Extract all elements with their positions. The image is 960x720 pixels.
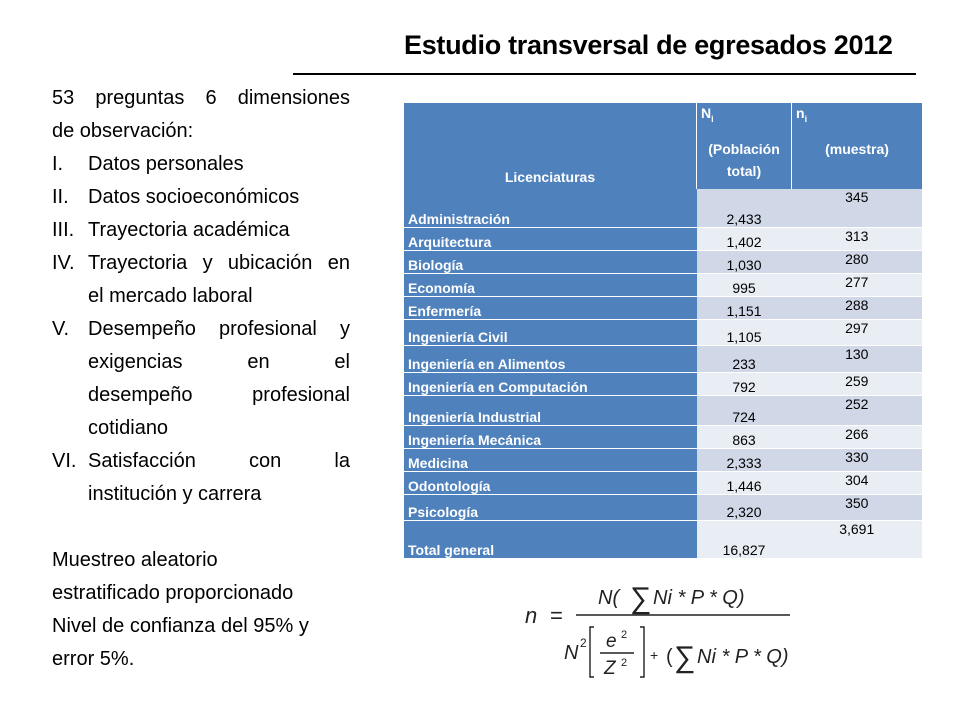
row-licenciatura: Medicina <box>404 448 697 471</box>
intro-line-1: 53 preguntas 6 dimensiones <box>52 87 350 109</box>
dimension-text-line: exigencias en el <box>88 351 350 373</box>
dimension-text <box>88 445 350 511</box>
row-population: 995 <box>697 273 792 296</box>
row-sample: 304 <box>792 471 923 494</box>
formula-brackets <box>590 627 644 677</box>
formula-z-exp: 2 <box>621 657 628 669</box>
table-row <box>404 189 922 227</box>
formula-den-term: Ni * P * Q) <box>697 646 789 668</box>
dimension-text-line: Satisfacción con la <box>88 450 350 472</box>
row-licenciatura: Biología <box>404 250 697 273</box>
row-sample: 350 <box>792 494 923 520</box>
dimension-text-line: Datos socioeconómicos <box>88 186 300 208</box>
formula-den-sigma: ∑ <box>674 641 696 674</box>
row-population: 16,827 <box>697 520 792 558</box>
graduates-table <box>404 103 922 559</box>
row-sample: 3,691 <box>792 520 923 558</box>
dimension-text-line: institución y carrera <box>88 483 262 505</box>
formula-den-open: ( <box>666 646 673 668</box>
row-licenciatura: Psicología <box>404 494 697 520</box>
row-licenciatura: Ingeniería en Alimentos <box>404 345 697 372</box>
formula-num-sigma: ∑ <box>630 582 652 615</box>
slide-title: Estudio transversal de egresados 2012 <box>404 30 893 60</box>
sampling-line: estratificado proporcionado <box>52 582 294 604</box>
dimension-number: III. <box>52 219 75 241</box>
row-population: 863 <box>697 425 792 448</box>
sampling-line: error 5%. <box>52 648 135 670</box>
dimension-text-line: Trayectoria académica <box>88 219 290 241</box>
table-row <box>404 395 922 425</box>
formula-den-N: N <box>564 642 579 664</box>
table-row <box>404 250 922 273</box>
dimension-text <box>88 181 350 214</box>
row-licenciatura: Ingeniería Mecánica <box>404 425 697 448</box>
table-row <box>404 372 922 395</box>
formula-lhs: n <box>525 603 538 628</box>
row-population: 1,402 <box>697 227 792 250</box>
row-population: 2,433 <box>697 189 792 227</box>
row-population: 1,030 <box>697 250 792 273</box>
dimension-text-line: cotidiano <box>88 417 169 439</box>
table-row <box>404 471 922 494</box>
dimension-text <box>88 214 350 247</box>
row-licenciatura: Ingeniería Industrial <box>404 395 697 425</box>
dimension-text-line: Datos personales <box>88 153 244 175</box>
dimension-text <box>88 148 350 181</box>
row-population: 792 <box>697 372 792 395</box>
table-row <box>404 345 922 372</box>
dimension-number: IV. <box>52 252 75 274</box>
row-sample: 277 <box>792 273 923 296</box>
row-sample: 330 <box>792 448 923 471</box>
formula-num-term: Ni * P * Q) <box>653 587 745 609</box>
row-sample: 345 <box>792 189 923 227</box>
left-text-column <box>52 82 350 676</box>
row-sample: 252 <box>792 395 923 425</box>
dimension-text <box>88 313 350 445</box>
dimension-text-line: Trayectoria y ubicación en <box>88 252 350 274</box>
table-row <box>404 273 922 296</box>
header-licenciaturas: Licenciaturas <box>404 103 697 189</box>
dimension-item <box>52 148 350 181</box>
header-N-sub: i <box>711 113 714 124</box>
sampling-line: Muestreo aleatorio <box>52 549 218 571</box>
formula-equals: = <box>550 603 563 628</box>
dimension-item <box>52 214 350 247</box>
row-licenciatura: Ingeniería en Computación <box>404 372 697 395</box>
header-N-symbol: N <box>701 105 712 121</box>
formula-num-N: N( <box>598 587 620 609</box>
row-sample: 280 <box>792 250 923 273</box>
header-population <box>697 103 792 189</box>
table-row <box>404 494 922 520</box>
sample-size-formula <box>520 577 810 682</box>
dimension-item <box>52 247 350 313</box>
row-population: 1,105 <box>697 319 792 345</box>
row-licenciatura: Arquitectura <box>404 227 697 250</box>
formula-den-exp: 2 <box>580 636 587 650</box>
header-n-sub: i <box>804 113 808 124</box>
row-licenciatura: Odontología <box>404 471 697 494</box>
formula-z: Z <box>604 658 616 679</box>
dimension-list <box>52 148 350 511</box>
sampling-line: Nivel de confianza del 95% y <box>52 615 309 637</box>
dimension-number: VI. <box>52 450 77 472</box>
dimension-item <box>52 313 350 445</box>
formula-e-exp: 2 <box>621 629 628 641</box>
row-population: 1,446 <box>697 471 792 494</box>
row-sample: 288 <box>792 296 923 319</box>
dimension-text-line: Desempeño profesional y <box>88 318 350 340</box>
table-row <box>404 520 922 558</box>
row-licenciatura: Economía <box>404 273 697 296</box>
row-sample: 266 <box>792 425 923 448</box>
dimension-item <box>52 181 350 214</box>
dimension-number: II. <box>52 186 69 208</box>
sampling-text <box>52 544 350 676</box>
dimension-text <box>88 247 350 313</box>
dimension-item <box>52 445 350 511</box>
table-row <box>404 227 922 250</box>
table-row <box>404 448 922 471</box>
intro-line-2: de observación: <box>52 120 194 142</box>
row-population: 1,151 <box>697 296 792 319</box>
dimension-number: V. <box>52 318 70 340</box>
row-population: 724 <box>697 395 792 425</box>
row-sample: 313 <box>792 227 923 250</box>
row-population: 2,333 <box>697 448 792 471</box>
header-population-desc: (Población total) <box>708 140 780 179</box>
table-row <box>404 319 922 345</box>
row-population: 2,320 <box>697 494 792 520</box>
row-licenciatura: Enfermería <box>404 296 697 319</box>
title-underline <box>293 73 916 75</box>
dimension-text-line: el mercado laboral <box>88 285 253 307</box>
row-licenciatura: Total general <box>404 520 697 558</box>
header-sample-desc: (muestra) <box>825 140 889 157</box>
header-n-symbol: n <box>796 105 805 121</box>
row-population: 233 <box>697 345 792 372</box>
formula-plus: + <box>650 647 659 663</box>
row-sample: 259 <box>792 372 923 395</box>
dimension-text-line: desempeño profesional <box>88 384 350 406</box>
dimension-number: I. <box>52 153 64 175</box>
row-licenciatura: Administración <box>404 189 697 227</box>
table-row <box>404 425 922 448</box>
row-sample: 130 <box>792 345 923 372</box>
row-licenciatura: Ingeniería Civil <box>404 319 697 345</box>
row-sample: 297 <box>792 319 923 345</box>
table-row <box>404 296 922 319</box>
formula-e: e <box>606 631 617 652</box>
header-sample <box>792 103 923 189</box>
